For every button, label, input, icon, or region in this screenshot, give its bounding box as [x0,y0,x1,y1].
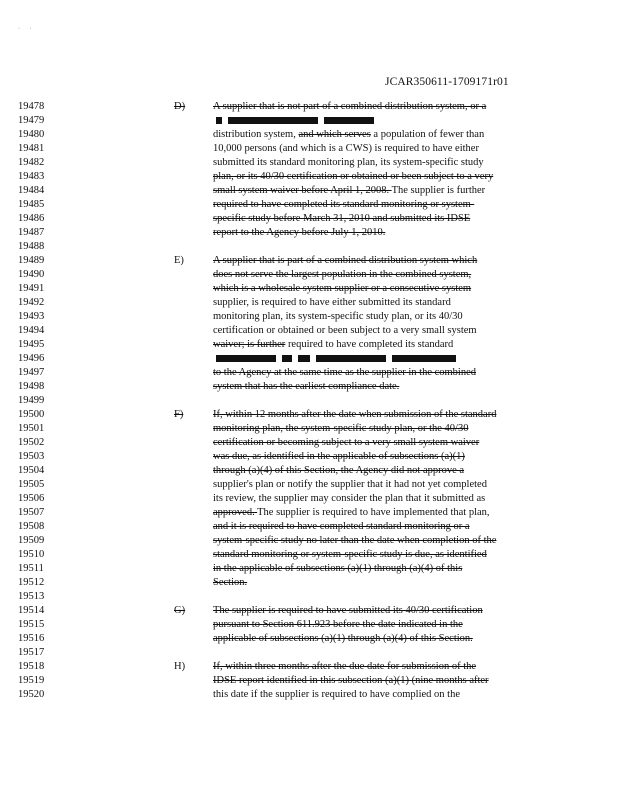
line-number: 19482 [18,157,45,168]
text-segment: its review, the supplier may consider the plan that it submitted as [213,493,486,504]
struck-text: which is a wholesale system supplier or a consecutive system [213,283,472,294]
line-number: 19509 [18,535,45,546]
text-line [213,506,543,520]
text-line [213,408,543,422]
text-segment: required to have completed its standard [285,339,454,350]
struck-text: plan, or its 40/30 certification or obtained or been subject to a very [213,171,494,182]
text-segment: submitted its standard monitoring plan, its system-specific study [213,157,484,168]
line-number: 19517 [18,647,45,658]
text-line [213,296,543,310]
text-line [213,492,543,506]
text-line [213,226,543,240]
struck-text: Section. [213,577,248,588]
struck-text: A supplier that is part of a combined distribution system which [213,255,478,266]
struck-text: and which serves [298,129,371,140]
line-number: 19495 [18,339,45,350]
line-number: 19483 [18,171,45,182]
struck-text: A supplier that is not part of a combined distribution system, or a [213,101,487,112]
text-line [213,142,543,156]
redaction-bar [316,355,386,362]
text-segment: supplier's plan or notify the supplier that it had not yet completed [213,479,487,490]
line-number: 19492 [18,297,45,308]
redaction-bar [228,117,318,124]
text-line [213,212,543,226]
struck-text: standard monitoring or system-specific study is due, as identified [213,549,487,560]
line-number: 19485 [18,199,45,210]
text-line [213,100,543,114]
text-segment: The supplier is further [391,185,486,196]
text-segment: certification or obtained or been subject to a very small system [213,325,477,336]
line-number: 19489 [18,255,45,266]
redaction-bar [216,117,222,124]
item-h-marker: H) [174,661,186,672]
struck-text: The supplier is required to have submitted its 40/30 certification [213,605,483,616]
line-number: 19515 [18,619,45,630]
text-line [213,436,543,450]
line-number: 19518 [18,661,45,672]
text-line [213,604,543,618]
text-line [213,548,543,562]
struck-text: approved. [213,507,258,518]
text-line [213,674,543,688]
text-line [213,310,543,324]
line-number: 19498 [18,381,45,392]
text-line [213,478,543,492]
text-line [213,380,543,394]
struck-text: was due, as identified in the applicable of subsections (a)(1) [213,451,465,462]
item-f-marker: F) [174,409,184,420]
struck-text: applicable of subsections (a)(1) through (a)(4) of this Section. [213,633,473,644]
redaction-bar [298,355,310,362]
line-number: 19480 [18,129,45,140]
redaction-bar [282,355,292,362]
line-number: 19491 [18,283,45,294]
item-g-marker: G) [174,605,186,616]
struck-text: to the Agency at the same time as the supplier in the combined [213,367,477,378]
line-number: 19507 [18,507,45,518]
text-line [213,660,543,674]
redaction-bar [392,355,456,362]
line-number: 19481 [18,143,45,154]
line-number: 19502 [18,437,45,448]
struck-text: through (a)(4) of this Section, the Agency did not approve a [213,465,465,476]
text-segment: The supplier is required to have implemented that plan, [257,507,490,518]
text-line [213,688,543,702]
struck-text: and it is required to have completed standard monitoring or a [213,521,470,532]
line-number: 19505 [18,479,45,490]
text-line [213,324,543,338]
struck-text: report to the Agency before July 1, 2010. [213,227,386,238]
struck-text: system that has the earliest compliance date. [213,381,400,392]
text-line [213,184,543,198]
text-line [213,520,543,534]
struck-text: If, within three months after the due date for submission of the [213,661,477,672]
struck-text: IDSE report identified in this subsection (a)(1) (nine months after [213,675,489,686]
text-line [213,352,543,366]
text-segment: this date if the supplier is required to have complied on the [213,689,460,700]
line-number: 19490 [18,269,45,280]
text-line [213,618,543,632]
redaction-bar [324,117,374,124]
line-number: 19486 [18,213,45,224]
struck-text: If, within 12 months after the date when submission of the standard [213,409,497,420]
redaction-bar [216,355,276,362]
line-number: 19497 [18,367,45,378]
line-number: 19506 [18,493,45,504]
text-line [213,268,543,282]
line-number: 19520 [18,689,45,700]
text-line [213,338,543,352]
text-line [213,198,543,212]
struck-text: certification or becoming subject to a very small system waiver [213,437,480,448]
text-line [213,576,543,590]
corner-mark: · · [18,26,36,32]
line-number: 19496 [18,353,45,364]
line-number: 19508 [18,521,45,532]
text-line [213,156,543,170]
line-number: 19503 [18,451,45,462]
struck-text: system-specific study no later than the date when completion of the [213,535,497,546]
struck-text: waiver; is further [213,339,286,350]
struck-text: in the applicable of subsections (a)(1) through (a)(4) of this [213,563,463,574]
line-number: 19513 [18,591,45,602]
line-number: 19512 [18,577,45,588]
text-line [213,282,543,296]
document-id: JCAR350611-1709171r01 [385,76,509,88]
line-number: 19479 [18,115,45,126]
item-e-marker: E) [174,255,184,266]
line-number: 19516 [18,633,45,644]
text-segment: supplier, is required to have either submitted its standard [213,297,451,308]
text-line [213,450,543,464]
line-number: 19494 [18,325,45,336]
text-segment: 10,000 persons (and which is a CWS) is required to have either [213,143,479,154]
struck-text: pursuant to Section 611.923 before the date indicated in the [213,619,463,630]
struck-text: does not serve the largest population in the combined system, [213,269,472,280]
line-number: 19501 [18,423,45,434]
line-number: 19510 [18,549,45,560]
struck-text: specific study before March 31, 2010 and submitted its IDSE [213,213,471,224]
text-line [213,562,543,576]
struck-text: small system waiver before April 1, 2008. [213,185,392,196]
text-segment: a population of fewer than [370,129,485,140]
line-number: 19519 [18,675,45,686]
struck-text: required to have completed its standard monitoring or system- [213,199,475,210]
line-number: 19500 [18,409,45,420]
line-number: 19511 [18,563,44,574]
item-d-marker: D) [174,101,186,112]
text-line [213,114,543,128]
text-line [213,170,543,184]
line-number: 19514 [18,605,45,616]
line-number: 19478 [18,101,45,112]
text-segment: monitoring plan, its system-specific study plan, or its 40/30 [213,311,463,322]
text-line [213,464,543,478]
text-line [213,632,543,646]
line-number: 19493 [18,311,45,322]
text-segment: distribution system, [213,129,299,140]
line-number: 19487 [18,227,45,238]
line-number: 19484 [18,185,45,196]
text-line [213,128,543,142]
line-number: 19499 [18,395,45,406]
line-number: 19504 [18,465,45,476]
struck-text: monitoring plan, the system-specific study plan, or the 40/30 [213,423,469,434]
line-number: 19488 [18,241,45,252]
text-line [213,254,543,268]
text-line [213,534,543,548]
text-line [213,366,543,380]
text-line [213,422,543,436]
